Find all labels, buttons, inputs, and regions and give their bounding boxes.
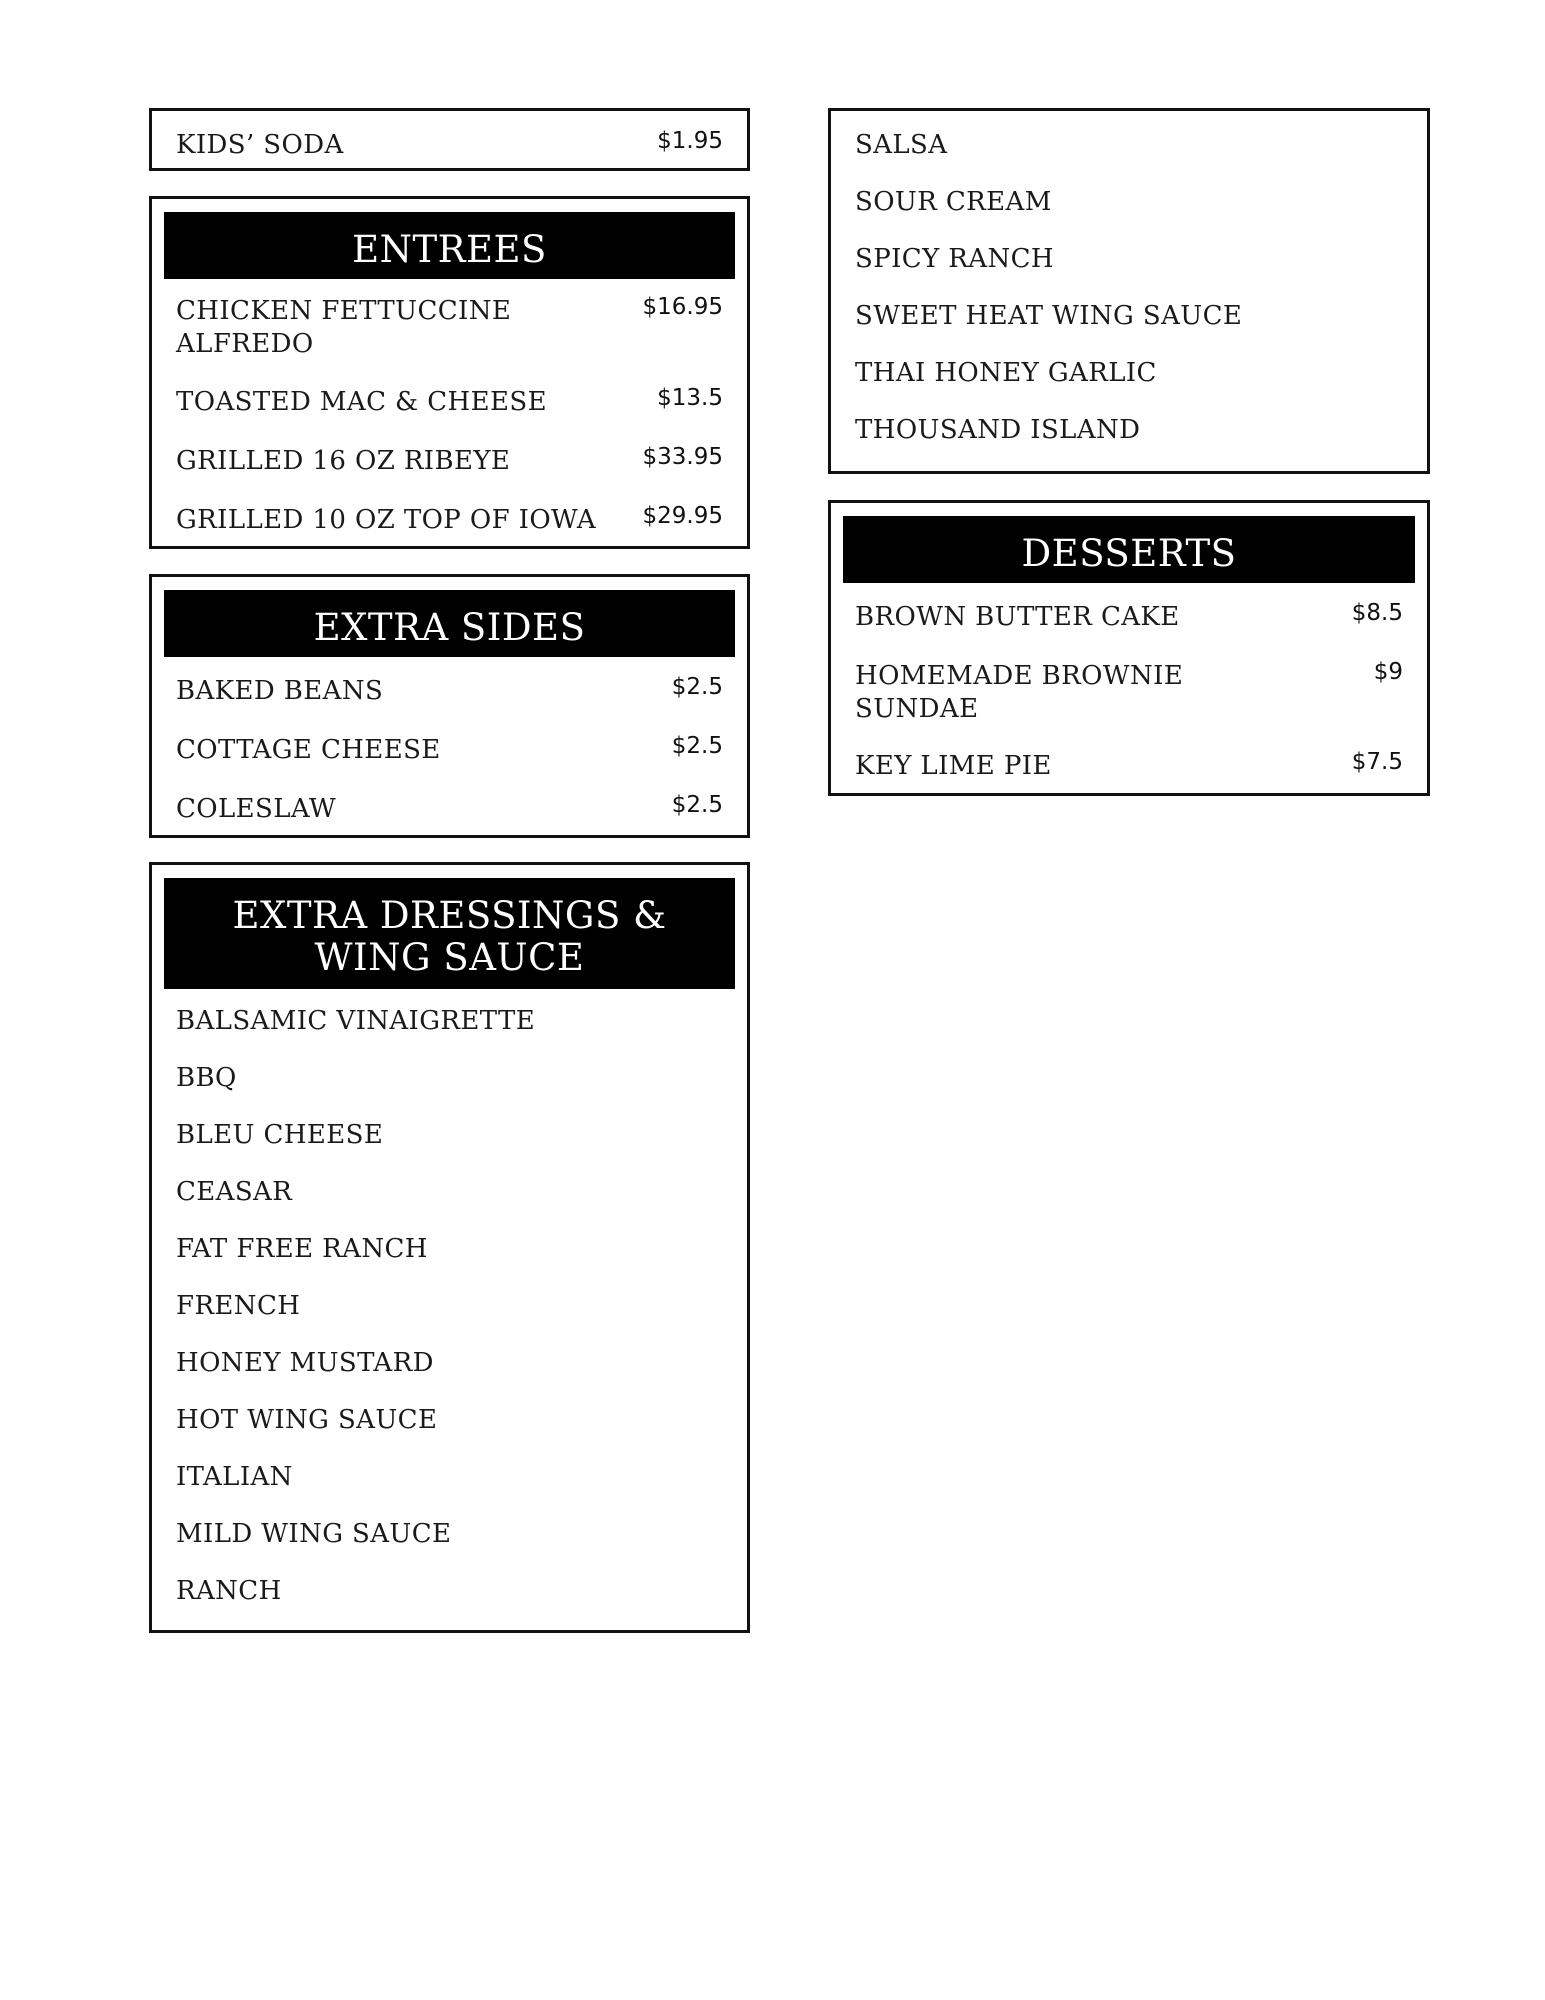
item-price: $2.5 [671, 733, 723, 759]
section-title: EXTRA SIDES [164, 590, 735, 657]
item-name: SWEET HEAT WING SAUCE [855, 301, 1243, 331]
item-name: BAKED BEANS [176, 676, 384, 706]
kids-soda-box [149, 108, 750, 171]
item-name: BALSAMIC VINAIGRETTE [176, 1006, 536, 1036]
section-title: EXTRA DRESSINGS & WING SAUCE [164, 878, 735, 989]
item-name: HONEY MUSTARD [176, 1348, 434, 1378]
item-price: $9 [1373, 659, 1403, 685]
entrees-section [149, 196, 750, 549]
item-name: ITALIAN [176, 1462, 293, 1492]
item-price: $2.5 [671, 792, 723, 818]
item-name: KEY LIME PIE [855, 751, 1052, 781]
item-name: KIDS’ SODA [176, 130, 344, 160]
item-name: GRILLED 10 OZ TOP OF IOWA [176, 505, 597, 535]
item-name: CHICKEN FETTUCCINE ALFREDO [176, 296, 512, 359]
item-price: $33.95 [642, 444, 723, 470]
item-name: HOT WING SAUCE [176, 1405, 438, 1435]
item-name: RANCH [176, 1576, 282, 1606]
dressings-section [149, 862, 750, 1633]
extra-sides-section [149, 574, 750, 838]
item-name: FRENCH [176, 1291, 301, 1321]
item-name: CEASAR [176, 1177, 293, 1207]
item-name: SPICY RANCH [855, 244, 1054, 274]
item-name: MILD WING SAUCE [176, 1519, 452, 1549]
item-price: $8.5 [1351, 600, 1403, 626]
section-title: ENTREES [164, 212, 735, 279]
item-price: $13.5 [657, 385, 723, 411]
item-name: HOMEMADE BROWNIE SUNDAE [855, 661, 1184, 724]
item-name: COLESLAW [176, 794, 337, 824]
item-name: THAI HONEY GARLIC [855, 358, 1157, 388]
item-name: COTTAGE CHEESE [176, 735, 441, 765]
item-price: $1.95 [657, 128, 723, 154]
item-price: $7.5 [1351, 749, 1403, 775]
item-price: $2.5 [671, 674, 723, 700]
item-name: SALSA [855, 130, 948, 160]
item-price: $29.95 [642, 503, 723, 529]
item-name: BBQ [176, 1063, 237, 1093]
item-name: THOUSAND ISLAND [855, 415, 1141, 445]
item-name: TOASTED MAC & CHEESE [176, 387, 547, 417]
item-name: GRILLED 16 OZ RIBEYE [176, 446, 511, 476]
desserts-section [828, 500, 1430, 796]
item-name: BROWN BUTTER CAKE [855, 602, 1180, 632]
item-name: FAT FREE RANCH [176, 1234, 428, 1264]
item-name: BLEU CHEESE [176, 1120, 384, 1150]
item-price: $16.95 [642, 294, 723, 320]
section-title: DESSERTS [843, 516, 1415, 583]
item-name: SOUR CREAM [855, 187, 1052, 217]
dressings-continued-box [828, 108, 1430, 474]
